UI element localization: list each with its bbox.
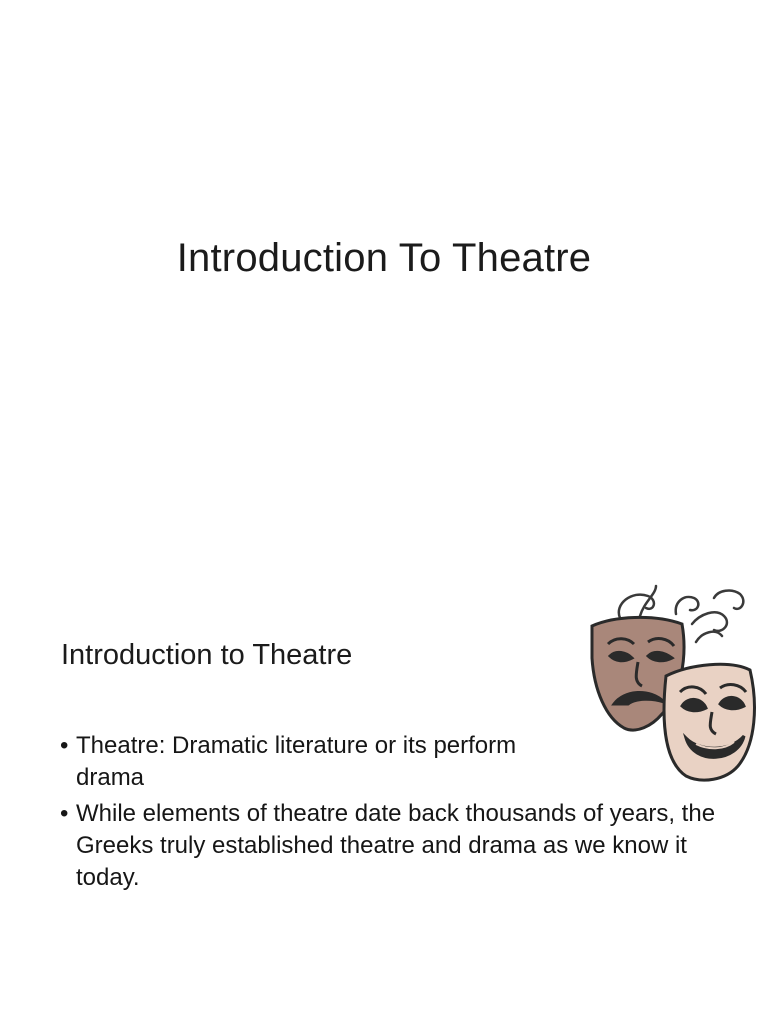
bullet-dot: • <box>60 800 69 827</box>
bullet-dot: • <box>60 732 69 759</box>
bullet-item <box>60 798 720 894</box>
section-title: Introduction to Theatre <box>61 639 353 671</box>
slide-title: Introduction To Theatre <box>176 236 592 280</box>
comedy-mask <box>664 664 754 780</box>
content-slide <box>0 576 768 1024</box>
comedy-tragedy-masks-icon <box>584 578 768 798</box>
bullet-text: While elements of theatre date back thousands of years, the Greeks truly established theatre and drama as we know it today. <box>76 800 716 891</box>
bullet-text-line-2: drama <box>76 764 145 791</box>
bullet-text-line-1: Theatre: Dramatic literature or its perform <box>76 732 517 759</box>
